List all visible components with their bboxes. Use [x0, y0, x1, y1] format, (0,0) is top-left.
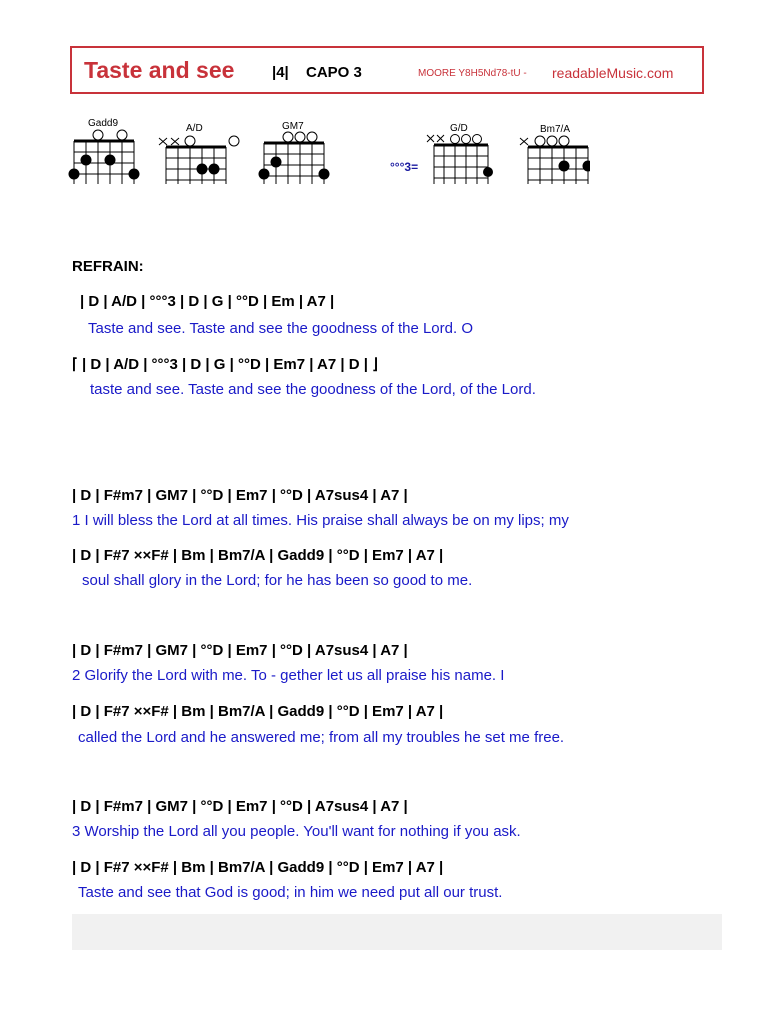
site-name: readableMusic.com — [552, 65, 674, 81]
lyric-line-verse3-a: 3 Worship the Lord all you people. You'll want for nothing if you ask. — [72, 823, 521, 840]
chord-diagram-gm7 — [258, 128, 334, 188]
diagram-label-gm7: GM7 — [282, 121, 304, 132]
chord-line-refrain-2: ⌈ | D | A/D | °°°3 | D | G | °°D | Em7 | A7 | D | ⌋ — [72, 356, 378, 373]
footer-shade — [72, 914, 722, 950]
chord-line-verse2-b: | D | F#7 ××F# | Bm | Bm7/A | Gadd9 | °°D | Em7 | A7 | — [72, 703, 444, 720]
lyric-line-refrain-2: taste and see. Taste and see the goodness of the Lord, of the Lord. — [90, 381, 536, 398]
diagram-label-gadd9: Gadd9 — [88, 118, 119, 129]
lyric-line-verse2-b: called the Lord and he answered me; from all my troubles he set me free. — [78, 729, 565, 746]
title-header-box — [70, 46, 704, 94]
chord-line-verse2-a: | D | F#m7 | GM7 | °°D | Em7 | °°D | A7sus4 | A7 | — [72, 642, 408, 659]
chord-diagram-bm7-over-a — [518, 132, 590, 188]
chord-line-verse3-b: | D | F#7 ××F# | Bm | Bm7/A | Gadd9 | °°D | Em7 | A7 | — [72, 859, 444, 876]
lyric-line-verse3-b: Taste and see that God is good; in him we need put all our trust. — [78, 884, 503, 901]
lyric-line-refrain-1: Taste and see. Taste and see the goodness of the Lord. O — [88, 320, 473, 337]
lyric-line-verse1-b: soul shall glory in the Lord; for he has been so good to me. — [82, 572, 473, 589]
diagram-label-g-over-d: G/D — [450, 123, 468, 134]
chord-diagram-a-over-d — [156, 132, 244, 188]
capo-indicator: CAPO 3 — [306, 64, 362, 81]
source-id: MOORE Y8H5Nd78-tU - — [418, 68, 527, 79]
chord-diagram-gadd9 — [68, 126, 144, 188]
time-signature: |4| — [272, 64, 289, 81]
chord-diagram-g-over-d — [424, 130, 496, 188]
refrain-heading: REFRAIN: — [72, 258, 144, 275]
lyric-line-verse2-a: 2 Glorify the Lord with me. To - gether let us all praise his name. I — [72, 667, 505, 684]
lyric-line-verse1-a: 1 I will bless the Lord at all times. His praise shall always be on my lips; my — [72, 512, 569, 529]
diagram-label-bm7-over-a: Bm7/A — [540, 124, 571, 135]
song-title: Taste and see — [84, 57, 235, 83]
chord-line-verse3-a: | D | F#m7 | GM7 | °°D | Em7 | °°D | A7sus4 | A7 | — [72, 798, 408, 815]
chord-line-verse1-b: | D | F#7 ××F# | Bm | Bm7/A | Gadd9 | °°D | Em7 | A7 | — [72, 547, 444, 564]
chord-line-verse1-a: | D | F#m7 | GM7 | °°D | Em7 | °°D | A7sus4 | A7 | — [72, 487, 408, 504]
chord-line-refrain-1: | D | A/D | °°°3 | D | G | °°D | Em | A7 | — [80, 293, 335, 310]
capo-3-marker: °°°3= — [390, 160, 419, 174]
diagram-label-a-over-d: A/D — [186, 123, 203, 134]
